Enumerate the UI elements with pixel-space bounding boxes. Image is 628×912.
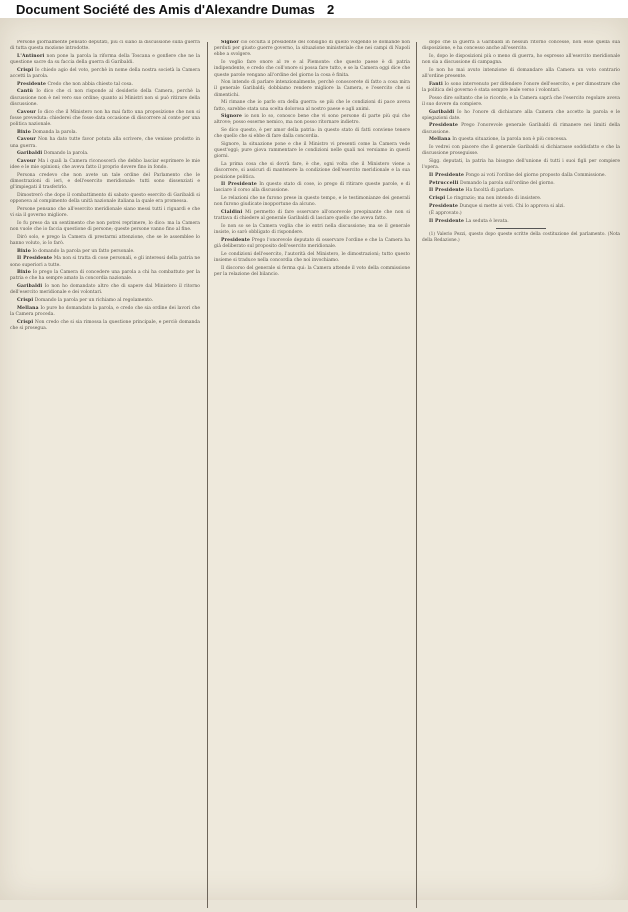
paragraph bbox=[10, 82, 200, 88]
paragraph-text: Le condizioni dell'esercito, l'autorità del Ministero, le dimostrazioni; tutto questo insieme si traduce nella concordia che noi invochiamo. bbox=[214, 251, 410, 263]
text-column-1 bbox=[10, 40, 200, 912]
paragraph-text: Ma i quali la Camera riconoscerà che debbo lasciar esprimere le mie idee e le mie opinioni; che aveva fatto il proprio dovere fino in fondo. bbox=[10, 158, 200, 171]
paragraph-text: In questa situazione, la parola non è più concessa. bbox=[452, 137, 568, 143]
paragraph-text: Domando la parola sull'ordine del giorno. bbox=[459, 180, 555, 186]
paragraph-text: Io prego la Camera di concedere una parola a chi ha combattuto per la patria e che ha sempre amato la concordia nazionale. bbox=[10, 270, 200, 282]
paragraph bbox=[10, 159, 200, 171]
paragraph bbox=[10, 110, 200, 129]
document-header bbox=[0, 0, 628, 18]
speaker-name: Garibaldi bbox=[17, 284, 43, 290]
paragraph-text: Lo ringrazio; ma non intendo di insistere. bbox=[446, 195, 542, 201]
paragraph-text: Domando la parola. bbox=[43, 151, 89, 157]
paragraph-text: Persone giornalmente pensato deputati, più ci siano la discussione sulla guerra di tutta questa mozione introdotte. bbox=[10, 40, 200, 52]
paragraph bbox=[422, 123, 620, 135]
speaker-name: Mellana bbox=[17, 305, 39, 311]
paragraph-text: Non credo che si sia rimossa la questione principale, e perciò domanda che si prosegua. bbox=[10, 319, 200, 331]
paragraph bbox=[422, 219, 620, 225]
paragraph-text: Non ha dato tutte favor potuta alla scrivere, che venisse prodotto in una guerra. bbox=[10, 137, 200, 149]
paragraph-text: Il discorso del generale si ferma qui: la Camera attende il voto della commissione per la relazione del bilancio. bbox=[214, 265, 410, 277]
paragraph-text: Dunque si mette ai voti. Chi lo approva si alzi. bbox=[459, 203, 565, 209]
paragraph bbox=[10, 193, 200, 205]
paragraph bbox=[214, 266, 410, 278]
paragraph-text: Posso dire soltanto che io ricordo, e la Camera saprà che l'esercito regolare aveva il suo dovere da compiere. bbox=[422, 95, 620, 107]
speaker-name: Il Presidente bbox=[17, 256, 53, 262]
speaker-name: Garibaldi bbox=[429, 109, 455, 115]
paragraph bbox=[422, 159, 620, 171]
paragraph-text: Io fu preso da un sentimento che non potrei reprimere, lo dico: ma la Camera non vuole che io faccia questione di persone; queste persone vanno fino al fine. bbox=[10, 220, 200, 232]
paragraph-text: Io vedrei con piacere che il generale Garibaldi si dichiarasse soddisfatto e che la discussione proseguisse. bbox=[422, 145, 620, 157]
paragraph-text: Le relazioni che ne furono prese in questo tempo, e le testimonianze dei generali non furono giudicate inopportune da alcuno. bbox=[214, 196, 410, 208]
paragraph-text: dopo che la guerra a Garibaldi in nessun ritorno concesse, non esse quella sua disposizione, e ha concesso anche all'esercito. bbox=[422, 40, 620, 52]
paragraph-text: Io non so se la Camera voglia che io entri nella discussione; ma se il generale insiste, io sarò obbligato di rispondere. bbox=[214, 223, 410, 236]
paragraph bbox=[214, 100, 410, 112]
paragraph-text: Domando la parola per un richiamo al regolamento. bbox=[34, 298, 154, 304]
paragraph bbox=[214, 182, 410, 194]
paragraph bbox=[10, 249, 200, 255]
paragraph-text: Persone pensano che all'esercito meridionale siano messi tutti i riguardi e che vi sia il governo migliore. bbox=[10, 206, 200, 219]
paragraph bbox=[10, 40, 200, 52]
paragraph-text: Io sono intervenuto per difendere l'onore dell'esercito, e per dimostrare che la politica del governo è stata sempre leale verso i volontari. bbox=[422, 81, 620, 93]
footnote: (1) Valerio Pezzi, questo dopo queste scritte della costituzione del parlamento. (Nota della Redazione.) bbox=[422, 232, 620, 244]
paragraph bbox=[422, 196, 620, 202]
speaker-name: Presidente bbox=[17, 81, 47, 87]
paragraph bbox=[422, 96, 620, 108]
paragraph-text: Dirò solo, e prego la Camera di prestarmi attenzione, che se le assemblee lo hanno voluto, io lo farò. bbox=[10, 234, 200, 246]
paragraph bbox=[10, 68, 200, 80]
paragraph bbox=[422, 145, 620, 157]
paragraph-text: Io, dopo le disposizioni più o meno di guerra, ho espresso all'esercito meridionale non sia a discussione di campagna. bbox=[422, 53, 620, 66]
paragraph-text: Pongo ai voti l'ordine del giorno proposto dalla Commissione. bbox=[465, 172, 606, 178]
paragraph bbox=[214, 60, 410, 79]
page-number: 2 bbox=[327, 2, 335, 17]
paragraph-text: Sigg. deputati, la patria ha bisogno dell'unione di tutti i suoi figli per compiere l'opera. bbox=[422, 158, 620, 171]
paragraph bbox=[214, 238, 410, 250]
paragraph-text: La seduta è levata. bbox=[465, 219, 509, 225]
paragraph bbox=[10, 270, 200, 282]
paragraph bbox=[422, 188, 620, 194]
paragraph-text: Credo che non abbia chiesto tal cosa. bbox=[47, 81, 134, 87]
paragraph-text: Se dico questo, è per amor della patria: in questo stato di fatti conviene tenere che quello che si ebbe di fare dalla concordia. bbox=[214, 128, 410, 140]
paragraph bbox=[214, 128, 410, 140]
paragraph-text: Persona credevo che non avete un tale ordine del Parlamento che le dimostrazioni di ieri, e dell'esercito meridionale: tutti sono dissenziati e gl'impiegati il trasferirlo. bbox=[10, 172, 200, 191]
paragraph-text: Ma non si tratta di cose personali, e gli interessi della patria ne sono superiori a tutte. bbox=[10, 256, 200, 268]
speaker-name: Cantù bbox=[17, 89, 34, 95]
paragraph-text: Io pure ho domandato la parola, e credo che sia ordine dei lavori che la Camera proceda. bbox=[10, 305, 200, 317]
paragraph-text: Io voglio fare onore al re e al Piemonte: che questo paese è di patria indipendente, e credo che coll'onore si possa fare tutto, e se la Camera oggi dice che queste parole vengano all'ordine del giorno la cosa è finita. bbox=[214, 60, 410, 78]
paragraph bbox=[214, 142, 410, 161]
speaker-name: Crispi bbox=[17, 319, 34, 325]
text-column-2 bbox=[214, 40, 410, 912]
speaker-name: Mellana bbox=[429, 137, 451, 143]
paragraph-text: La prima cosa che si dovrà fare, è che, ogni volta che il Ministero viene a discorrere, si assicuri di mantenere la condizione dell'esercito meridionale e la sua posizione politica. bbox=[214, 162, 410, 180]
paragraph-text: Non intendo di parlare intenzionalmente, perchè conoscerete di fatto a cosa mira il generale Garibaldi; dobbiamo rendere migliore la Camera, e l'esercito che si dimentichi. bbox=[214, 80, 410, 98]
paragraph bbox=[214, 114, 410, 126]
paragraph-text: Io ho l'onore di dichiarare alla Camera che accetto la parola e le spiegazioni date. bbox=[422, 109, 620, 121]
paragraph-text: Io non ho mai avuto intenzione di domandare alla Camera un voto contrario all'ordine presente. bbox=[422, 67, 620, 80]
speaker-name: Presidente bbox=[221, 237, 251, 243]
paragraph bbox=[214, 80, 410, 99]
paragraph bbox=[10, 235, 200, 247]
column-divider bbox=[207, 42, 208, 908]
speaker-name: Crispi bbox=[17, 67, 34, 73]
paragraph-text: Mi permetto di fare osservare all'onorevole preopinante che non si trattava di chiedere al generale Garibaldi di lasciare quello che aveva fatto. bbox=[214, 210, 410, 222]
paragraph bbox=[10, 306, 200, 318]
paragraph-text: Io chiedo agio del voto, perchè in nome della nostra società la Camera accetti la parola. bbox=[10, 67, 200, 80]
paragraph bbox=[422, 204, 620, 210]
footnote-rule bbox=[496, 228, 546, 229]
speaker-name: L'Antinori bbox=[17, 53, 45, 59]
paragraph-text: Domanda la parola. bbox=[32, 129, 78, 135]
document-title: Document Société des Amis d'Alexandre Dumas bbox=[16, 2, 315, 17]
speaker-name: Presidente bbox=[429, 203, 459, 209]
paragraph bbox=[214, 210, 410, 222]
paragraph-text: Io dico che ci non risponde al desiderio della Camera, perchè la discussione non è nel vero suo ordine; quanto ai Ministri non si può ritirare della discussione. bbox=[10, 89, 200, 107]
paragraph-text: Io non ho domandato altro che di sapere dal Ministero il ritorno dell'esercito meridionale e dei volontari. bbox=[10, 284, 200, 296]
speaker-name: Garibaldi bbox=[17, 151, 43, 157]
paragraph bbox=[214, 224, 410, 236]
speaker-name: Il Presidente bbox=[429, 219, 465, 225]
speaker-name: Cavour bbox=[17, 109, 36, 115]
speaker-name: Cialdini bbox=[221, 210, 243, 216]
paragraph bbox=[10, 256, 200, 268]
paragraph bbox=[214, 40, 410, 59]
speaker-name: Il Presidente bbox=[221, 182, 257, 188]
paragraph-text: Dimostrerò che dopo il combattimento di sabato questo esercito di Garibaldi si opponeva al compimento della unità nazionale italiana la quale era promessa. bbox=[10, 192, 200, 205]
speaker-name: Cavour bbox=[17, 137, 36, 143]
paragraph bbox=[10, 284, 200, 296]
paragraph-text: non pone la parola la riforma della Toscana e gonfiere che ne la questione sacre da su faccia della guerra di Garibaldi. bbox=[10, 53, 200, 66]
paragraph bbox=[10, 320, 200, 332]
paragraph bbox=[10, 207, 200, 219]
paragraph bbox=[422, 54, 620, 66]
paragraph-text: Prego l'onorevole generale Garibaldi di rimanere nei limiti della discussione. bbox=[422, 123, 620, 135]
paragraph-text: Signore, la situazione pone e che il Ministro vi presenti come la Camera vede quest'oggi; pure giova rammentare le condizioni nelle quali noi versiamo in questi giorni. bbox=[214, 142, 410, 160]
speaker-name: Presidente bbox=[429, 123, 459, 129]
speaker-name: Il Presidente bbox=[429, 172, 465, 178]
paragraph bbox=[214, 196, 410, 208]
paragraph-text: Io dico che il Ministero non ha mai fatto una proposizione che non si fosse preveduta: chiederei che fosse data occasione di discorrere al conte per una politica nazionale. bbox=[10, 109, 200, 127]
newspaper-page bbox=[0, 18, 628, 900]
paragraph-text: (È approvato.) bbox=[429, 211, 462, 217]
paragraph bbox=[422, 137, 620, 143]
paragraph bbox=[214, 252, 410, 264]
paragraph bbox=[422, 110, 620, 122]
paragraph bbox=[422, 173, 620, 179]
paragraph-text: io non lo so, conosco bene che vi sono persone di parte più qui che altrove; posso esserne nemico, ma non posso ritornare indietro. bbox=[214, 114, 410, 126]
speaker-name: Bixio bbox=[17, 129, 31, 135]
speaker-name: Petruccelli bbox=[429, 180, 459, 186]
paragraph bbox=[422, 68, 620, 80]
paragraph bbox=[214, 162, 410, 181]
paragraph-text: In questo stato di cose, io prego di ritirare queste parole, e di lasciare il corso alla discussione. bbox=[214, 182, 410, 194]
paragraph bbox=[10, 130, 200, 136]
paragraph bbox=[422, 82, 620, 94]
paragraph bbox=[10, 89, 200, 108]
paragraph-text: Mi rimane che io parlo ora della guerra: se più che le condizioni di pace aveva fatto, sarebbe stata una scelta dolorosa al nostro paese e agli animi. bbox=[214, 100, 410, 112]
paragraph bbox=[422, 40, 620, 52]
speaker-name: Signore bbox=[221, 114, 243, 120]
speaker-name: Il Presidente bbox=[429, 188, 465, 194]
speaker-name: Bixio bbox=[17, 248, 31, 254]
speaker-name: Crispi bbox=[17, 298, 34, 304]
paragraph bbox=[422, 181, 620, 187]
paragraph bbox=[10, 173, 200, 192]
paragraph bbox=[10, 54, 200, 66]
paragraph-text: Io domando la parola per un fatto personale. bbox=[32, 248, 135, 254]
speaker-name: Signor bbox=[221, 40, 239, 45]
paragraph bbox=[10, 221, 200, 233]
speaker-name: Crispi bbox=[429, 195, 446, 201]
paragraph bbox=[10, 151, 200, 157]
speaker-name: Bixio bbox=[17, 270, 31, 276]
text-column-3 bbox=[422, 40, 620, 912]
paragraph bbox=[422, 211, 620, 217]
paragraph bbox=[10, 137, 200, 149]
speaker-name: Fanti bbox=[429, 81, 443, 87]
speaker-name: Cavour bbox=[17, 158, 36, 164]
column-divider bbox=[416, 42, 417, 908]
paragraph-text: Ha facoltà di parlare. bbox=[465, 188, 515, 194]
paragraph-text: ciò occulta il presidente del consiglio di quello volgendo le domande non perduti per giusto guerre governo, la situazione ministeriale che nei campi di Napoli ebbe a svolgere. bbox=[214, 40, 410, 58]
paragraph bbox=[10, 298, 200, 304]
paragraph-text: Prego l'onorevole deputato di osservare l'ordine e che la Camera ha già deliberato sul proposito dell'esercito meridionale. bbox=[214, 237, 410, 250]
